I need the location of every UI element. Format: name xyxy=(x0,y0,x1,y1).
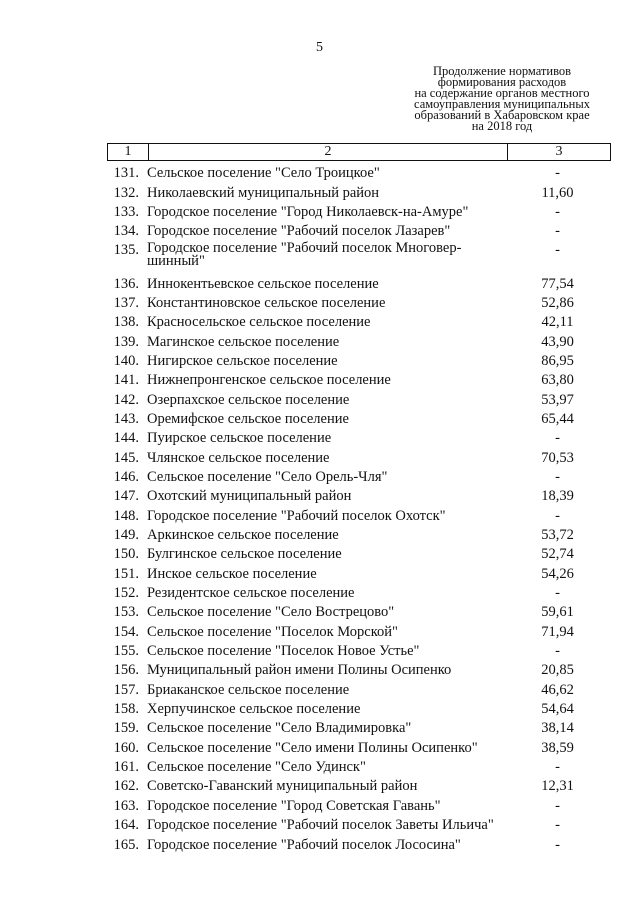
row-number: 158. xyxy=(113,701,139,718)
row-value: 53,97 xyxy=(541,391,574,408)
row-number: 147. xyxy=(113,488,139,505)
row-number: 157. xyxy=(113,681,139,698)
row-value: 38,14 xyxy=(541,720,574,737)
row-value: - xyxy=(555,165,560,182)
table-row xyxy=(107,164,611,183)
row-value: - xyxy=(555,430,560,447)
row-name: Николаевский муниципальный район xyxy=(147,184,380,201)
row-value: 77,54 xyxy=(541,275,574,292)
column-header-number: 1 xyxy=(108,144,149,160)
row-name: Сельское поселение "Село Удинск" xyxy=(147,759,366,776)
row-name: Аркинское сельское поселение xyxy=(147,527,339,544)
row-number: 151. xyxy=(113,565,139,582)
page-number: 5 xyxy=(316,40,323,55)
row-name: Нижнепронгенское сельское поселение xyxy=(147,372,391,389)
row-number: 148. xyxy=(113,507,139,524)
row-value: - xyxy=(555,836,560,853)
row-number: 143. xyxy=(113,410,139,427)
row-value: 70,53 xyxy=(541,449,574,466)
table-row xyxy=(107,545,611,564)
row-number: 146. xyxy=(113,468,139,485)
row-number: 144. xyxy=(113,430,139,447)
table-row xyxy=(107,623,611,642)
row-value: 54,64 xyxy=(541,701,574,718)
row-value: 18,39 xyxy=(541,488,574,505)
row-number: 155. xyxy=(113,643,139,660)
row-name: Городское поселение "Рабочий поселок Многовер-шинный" xyxy=(147,240,462,270)
row-name: Озерпахское сельское поселение xyxy=(147,391,350,408)
row-number: 134. xyxy=(113,223,139,240)
row-value: 52,86 xyxy=(541,294,574,311)
table-row xyxy=(107,274,611,293)
row-value: 46,62 xyxy=(541,681,574,698)
row-name: Красносельское сельское поселение xyxy=(147,314,371,331)
row-name: Магинское сельское поселение xyxy=(147,333,340,350)
row-name: Муниципальный район имени Полины Осипенко xyxy=(147,662,452,679)
row-value: 65,44 xyxy=(541,410,574,427)
table-row xyxy=(107,603,611,622)
row-value: 43,90 xyxy=(541,333,574,350)
table-row xyxy=(107,719,611,738)
row-name: Сельское поселение "Село Орель-Чля" xyxy=(147,468,388,485)
row-value: 71,94 xyxy=(541,623,574,640)
row-number: 149. xyxy=(113,527,139,544)
row-name: Иннокентьевское сельское поселение xyxy=(147,275,379,292)
row-value: 53,72 xyxy=(541,527,574,544)
row-number: 164. xyxy=(113,817,139,834)
row-value: 54,26 xyxy=(541,565,574,582)
row-name: Городское поселение "Рабочий поселок Охотск" xyxy=(147,507,446,524)
row-value: 42,11 xyxy=(541,314,574,331)
table-row xyxy=(107,371,611,390)
row-name: Оремифское сельское поселение xyxy=(147,410,349,427)
row-value: 20,85 xyxy=(541,662,574,679)
row-name: Херпучинское сельское поселение xyxy=(147,701,361,718)
table-row xyxy=(107,332,611,351)
row-name: Городское поселение "Город Советская Гавань" xyxy=(147,797,441,814)
table-row xyxy=(107,222,611,241)
table-row xyxy=(107,681,611,700)
row-number: 154. xyxy=(113,623,139,640)
row-name: Булгинское сельское поселение xyxy=(147,546,342,563)
table-row xyxy=(107,642,611,661)
table-row xyxy=(107,758,611,777)
row-name: Резидентское сельское поселение xyxy=(147,585,355,602)
row-number: 163. xyxy=(113,797,139,814)
row-number: 141. xyxy=(113,372,139,389)
row-value: - xyxy=(555,242,560,259)
table-row xyxy=(107,468,611,487)
row-name: Городское поселение "Город Николаевск-на-Амуре" xyxy=(147,203,469,220)
row-name: Сельское поселение "Село имени Полины Осипенко" xyxy=(147,739,478,756)
table-row xyxy=(107,241,611,274)
row-number: 133. xyxy=(113,203,139,220)
table-row xyxy=(107,448,611,467)
row-number: 159. xyxy=(113,720,139,737)
header-note-line: формирования расходов xyxy=(437,75,567,89)
row-number: 162. xyxy=(113,778,139,795)
row-number: 137. xyxy=(113,294,139,311)
row-number: 136. xyxy=(113,275,139,292)
table-row xyxy=(107,661,611,680)
row-number: 160. xyxy=(113,739,139,756)
row-number: 139. xyxy=(113,333,139,350)
row-name: Сельское поселение "Поселок Новое Устье" xyxy=(147,643,420,660)
row-name: Городское поселение "Рабочий поселок Лососина" xyxy=(147,836,461,853)
header-note-line: на содержание органов местного xyxy=(414,86,590,100)
header-note xyxy=(402,66,602,132)
row-value: 38,59 xyxy=(541,739,574,756)
row-value: 63,80 xyxy=(541,372,574,389)
row-name: Сельское поселение "Поселок Морской" xyxy=(147,623,398,640)
row-number: 145. xyxy=(113,449,139,466)
row-value: 59,61 xyxy=(541,604,574,621)
row-number: 161. xyxy=(113,759,139,776)
table-column-header xyxy=(107,143,611,161)
table-row xyxy=(107,487,611,506)
table-row xyxy=(107,313,611,332)
row-number: 152. xyxy=(113,585,139,602)
row-value: 12,31 xyxy=(541,778,574,795)
row-value: - xyxy=(555,585,560,602)
table-row xyxy=(107,565,611,584)
table-row xyxy=(107,816,611,835)
row-number: 165. xyxy=(113,836,139,853)
row-number: 156. xyxy=(113,662,139,679)
table-row xyxy=(107,429,611,448)
row-value: 86,95 xyxy=(541,352,574,369)
table-row xyxy=(107,797,611,816)
row-name: Константиновское сельское поселение xyxy=(147,294,386,311)
row-number: 132. xyxy=(113,184,139,201)
row-name: Бриаканское сельское поселение xyxy=(147,681,350,698)
row-number: 142. xyxy=(113,391,139,408)
header-note-line: образований в Хабаровском крае xyxy=(414,108,590,122)
header-note-line: на 2018 год xyxy=(471,119,533,133)
row-value: - xyxy=(555,203,560,220)
row-name: Охотский муниципальный район xyxy=(147,488,352,505)
row-name: Сельское поселение "Село Владимировка" xyxy=(147,720,412,737)
table-row xyxy=(107,507,611,526)
table-row xyxy=(107,526,611,545)
row-name: Нигирское сельское поселение xyxy=(147,352,338,369)
row-value: - xyxy=(555,759,560,776)
column-header-name: 2 xyxy=(149,144,508,160)
row-value: - xyxy=(555,643,560,660)
row-value: - xyxy=(555,507,560,524)
table-row xyxy=(107,739,611,758)
row-value: - xyxy=(555,797,560,814)
column-header-value: 3 xyxy=(555,144,563,159)
row-name: Инское сельское поселение xyxy=(147,565,317,582)
table-row xyxy=(107,777,611,796)
row-name: Советско-Гаванский муниципальный район xyxy=(147,778,418,795)
table-row xyxy=(107,410,611,429)
row-number: 135. xyxy=(113,242,139,259)
row-value: 52,74 xyxy=(541,546,574,563)
row-name: Городское поселение "Рабочий поселок Лазарев" xyxy=(147,223,451,240)
row-number: 140. xyxy=(113,352,139,369)
row-name: Городское поселение "Рабочий поселок Заветы Ильича" xyxy=(147,817,494,834)
row-value: - xyxy=(555,223,560,240)
row-value: - xyxy=(555,468,560,485)
row-name: Члянское сельское поселение xyxy=(147,449,330,466)
table-row xyxy=(107,352,611,371)
row-name: Сельское поселение "Село Вострецово" xyxy=(147,604,395,621)
row-name: Сельское поселение "Село Троицкое" xyxy=(147,165,380,182)
header-note-line: самоуправления муниципальных xyxy=(414,97,590,111)
row-number: 153. xyxy=(113,604,139,621)
header-note-line: Продолжение нормативов xyxy=(432,64,572,78)
table-row xyxy=(107,584,611,603)
table-row xyxy=(107,183,611,202)
table-row xyxy=(107,203,611,222)
row-number: 138. xyxy=(113,314,139,331)
table-row xyxy=(107,294,611,313)
table-row xyxy=(107,700,611,719)
table-row xyxy=(107,390,611,409)
row-value: 11,60 xyxy=(541,184,574,201)
row-number: 150. xyxy=(113,546,139,563)
row-name: Пуирское сельское поселение xyxy=(147,430,332,447)
table-row xyxy=(107,835,611,854)
row-value: - xyxy=(555,817,560,834)
row-number: 131. xyxy=(113,165,139,182)
table-body xyxy=(107,164,611,855)
